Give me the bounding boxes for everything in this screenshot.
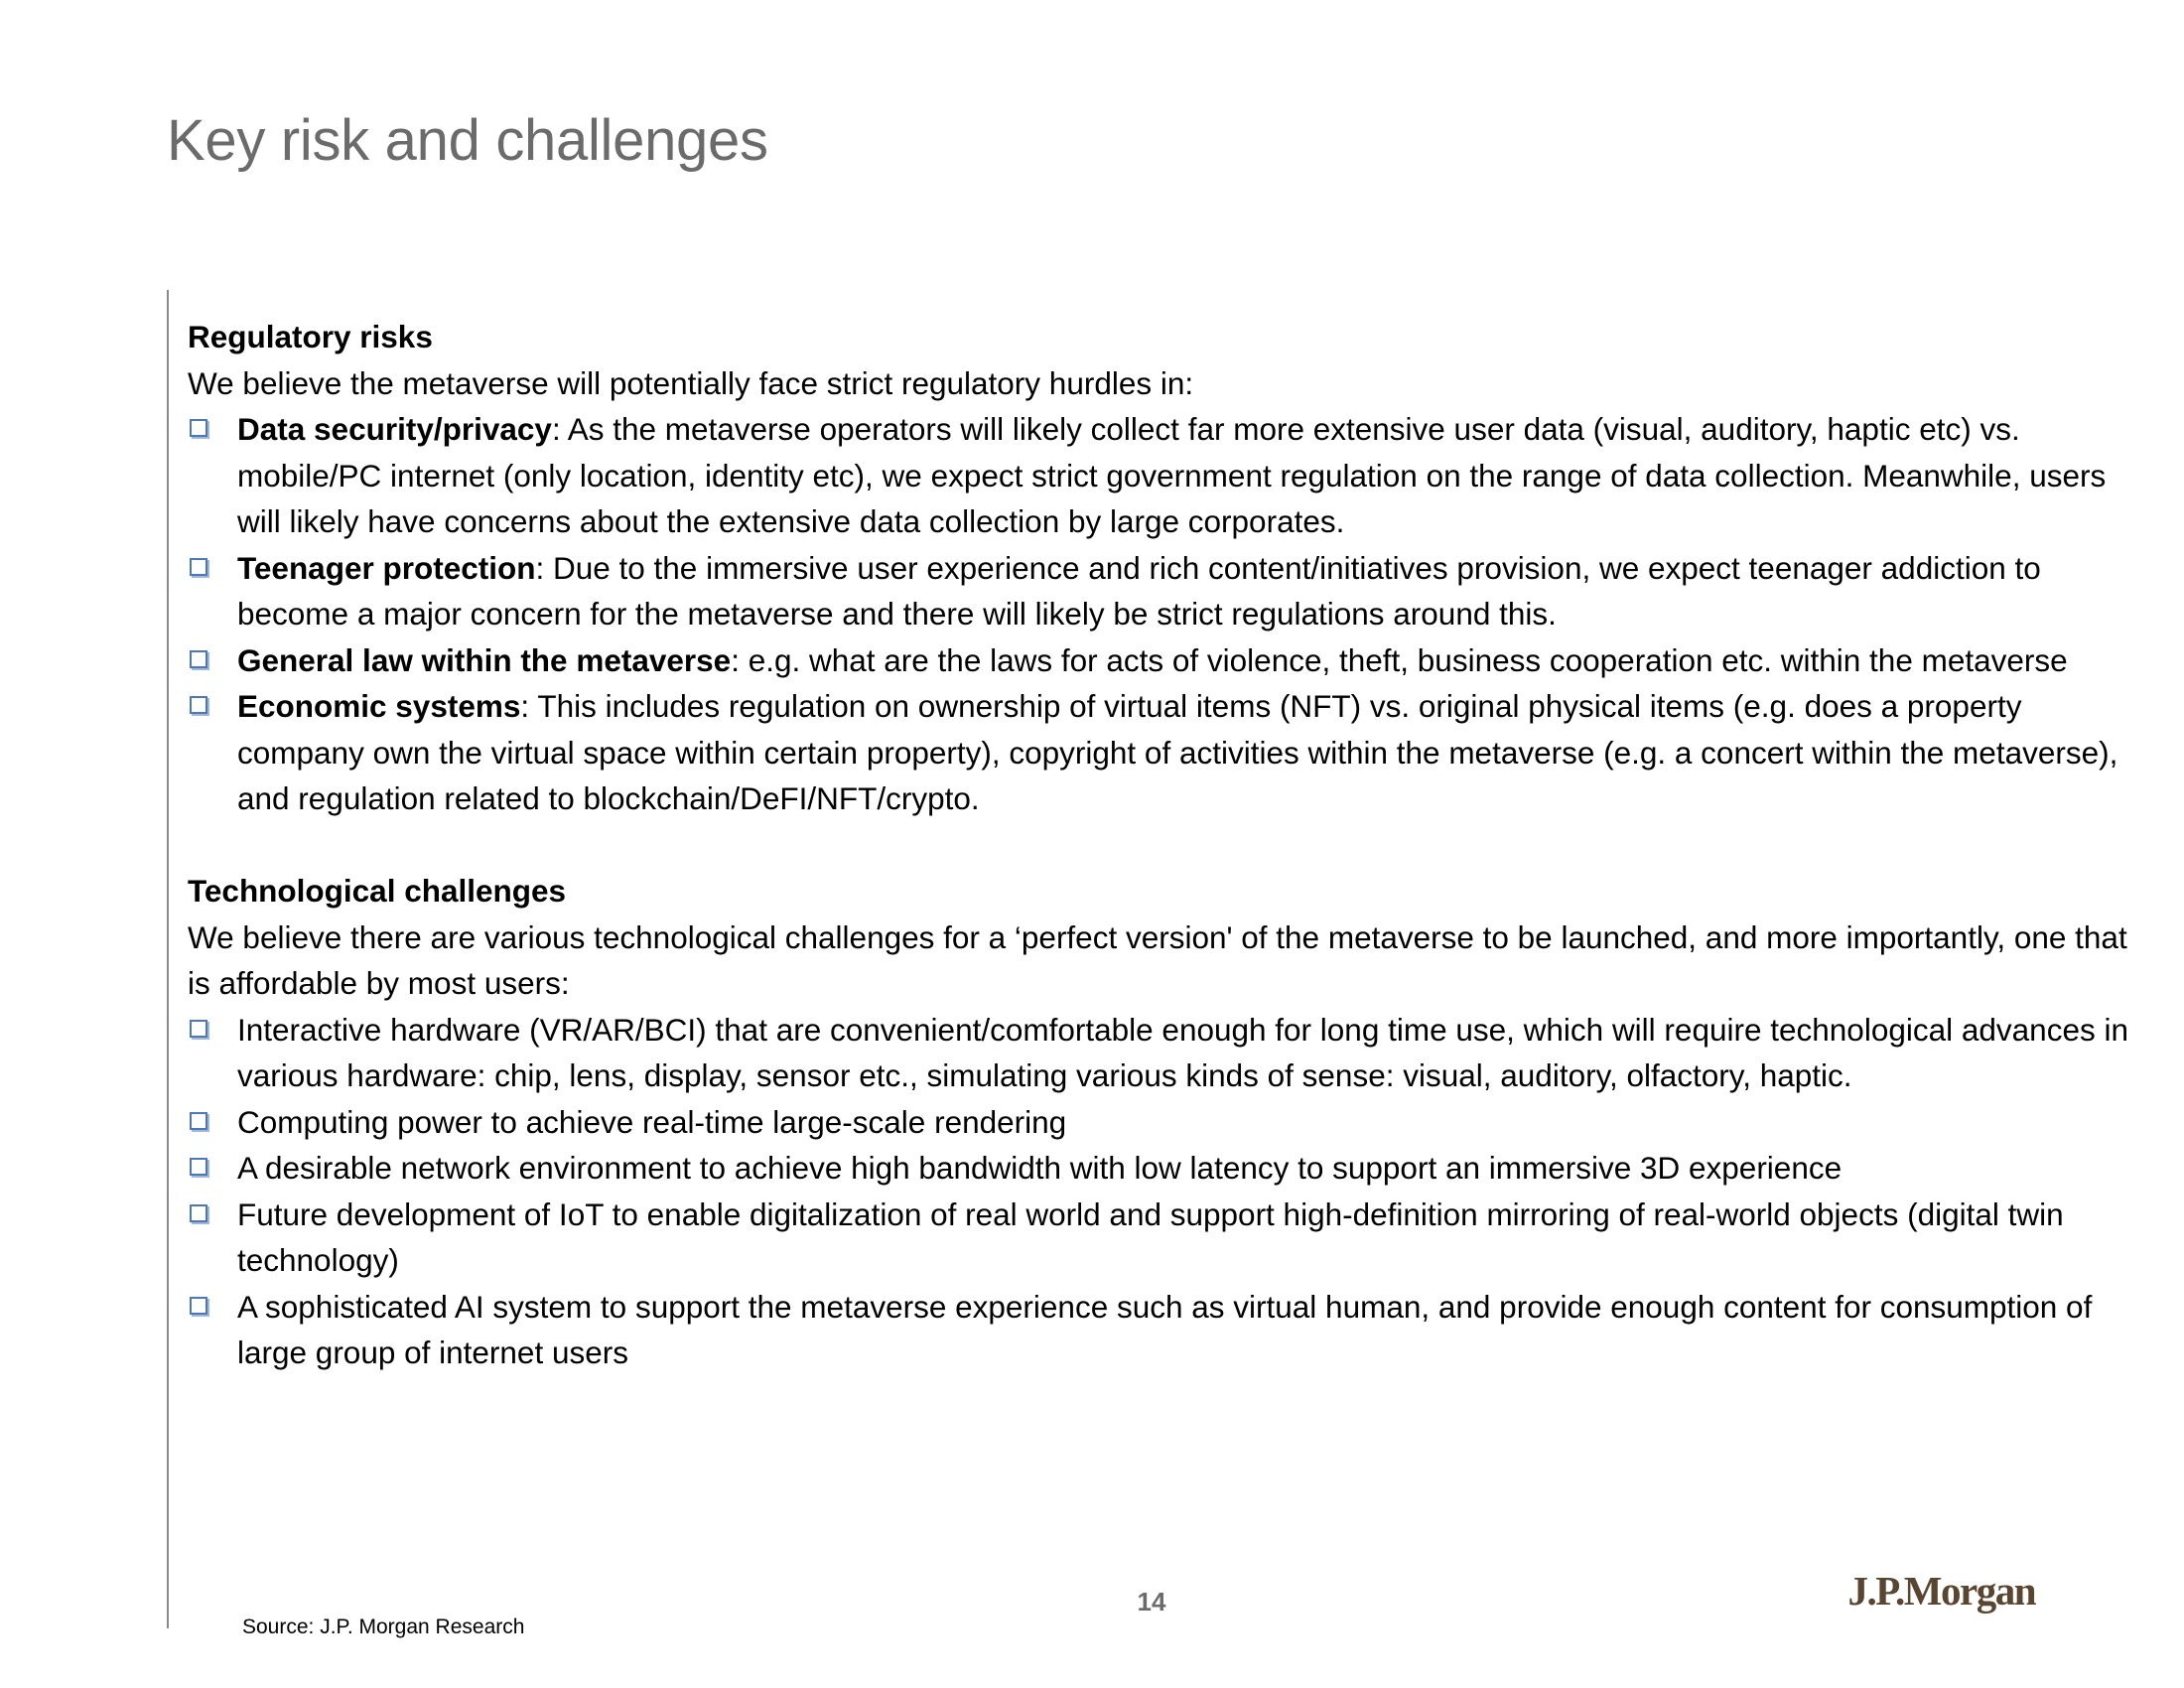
section-spacer xyxy=(188,822,2133,869)
bullet-bold-lead: Teenager protection xyxy=(237,549,536,586)
checkbox-bullet-icon xyxy=(190,696,207,714)
section-intro: We believe there are various technological challenges for a ‘perfect version' of the metaverse to be launched, and more importantly, one that is affordable by most users: xyxy=(188,918,2127,1001)
section-regulatory-risks xyxy=(188,314,2133,822)
section-intro: We believe the metaverse will potentially face strict regulatory hurdles in: xyxy=(188,364,1194,401)
bullet-item xyxy=(188,683,2133,822)
bullet-text: Computing power to achieve real-time large-scale rendering xyxy=(237,1103,1067,1140)
checkbox-bullet-icon xyxy=(190,1112,207,1130)
source-note: Source: J.P. Morgan Research xyxy=(242,1616,525,1638)
section-technological-challenges xyxy=(188,868,2133,1376)
bullet-text xyxy=(237,642,2068,678)
checkbox-bullet-icon xyxy=(190,650,207,668)
left-divider-rule xyxy=(167,290,169,1628)
page-title: Key risk and challenges xyxy=(167,108,768,173)
bullet-body: : e.g. what are the laws for acts of violence, theft, business cooperation etc. within the metaverse xyxy=(731,641,2068,678)
slide-content xyxy=(188,314,2133,1376)
bullet-item xyxy=(188,1099,2133,1146)
bullet-item xyxy=(188,637,2133,684)
checkbox-bullet-icon xyxy=(190,558,207,576)
checkbox-bullet-icon xyxy=(190,1297,207,1315)
bullet-item xyxy=(188,1007,2133,1099)
bullet-text: Interactive hardware (VR/AR/BCI) that are convenient/comfortable enough for long time use, which will require technological advances in various hardware: chip, lens, display, sensor etc., simulating various kinds of sense: visual, auditory, olfactory, haptic. xyxy=(237,1011,2128,1093)
bullet-text: A sophisticated AI system to support the metaverse experience such as virtual human, and provide enough content for consumption of large group of internet users xyxy=(237,1288,2093,1370)
section-heading: Regulatory risks xyxy=(188,319,433,354)
bullet-list xyxy=(188,406,2133,822)
bullet-text xyxy=(237,550,2041,633)
bullet-text xyxy=(237,688,2117,816)
bullet-item xyxy=(188,545,2133,637)
bullet-text: Future development of IoT to enable digitalization of real world and support high-definition mirroring of real-world objects (digital twin technology) xyxy=(237,1196,2064,1278)
bullet-body: : As the metaverse operators will likely collect far more extensive user data (visual, auditory, haptic etc) vs. mobile/PC internet (only location, identity etc), we expect strict government regulation on the range of data collection. Meanwhile, users will likely have concerns about the extensive data collection by large corporates. xyxy=(237,411,2107,539)
bullet-item xyxy=(188,1284,2133,1376)
bullet-bold-lead: Data security/privacy xyxy=(237,411,552,447)
bullet-text xyxy=(237,411,2106,539)
section-heading: Technological challenges xyxy=(188,873,567,909)
bullet-item xyxy=(188,406,2133,545)
checkbox-bullet-icon xyxy=(190,1204,207,1222)
bullet-list xyxy=(188,1007,2133,1376)
checkbox-bullet-icon xyxy=(190,1158,207,1176)
page-number: 14 xyxy=(1137,1587,1166,1617)
bullet-bold-lead: Economic systems xyxy=(237,688,521,724)
bullet-item xyxy=(188,1192,2133,1284)
bullet-text: A desirable network environment to achieve high bandwidth with low latency to support an immersive 3D experience xyxy=(237,1150,1843,1186)
checkbox-bullet-icon xyxy=(190,1020,207,1038)
bullet-body: : Due to the immersive user experience and rich content/initiatives provision, we expect teenager addiction to become a major concern for the metaverse and there will likely be strict regulations around this. xyxy=(237,549,2041,632)
bullet-bold-lead: General law within the metaverse xyxy=(237,641,732,678)
bullet-item xyxy=(188,1145,2133,1192)
checkbox-bullet-icon xyxy=(190,419,207,437)
jpmorgan-logo: J.P.Morgan xyxy=(1847,1568,2035,1614)
bullet-body: : This includes regulation on ownership of virtual items (NFT) vs. original physical items (e.g. does a property company own the virtual space within certain property), copyright of activities within the metaverse (e.g. a concert within the metaverse), and regulation related to blockchain/DeFI/NFT/crypto. xyxy=(237,688,2118,816)
